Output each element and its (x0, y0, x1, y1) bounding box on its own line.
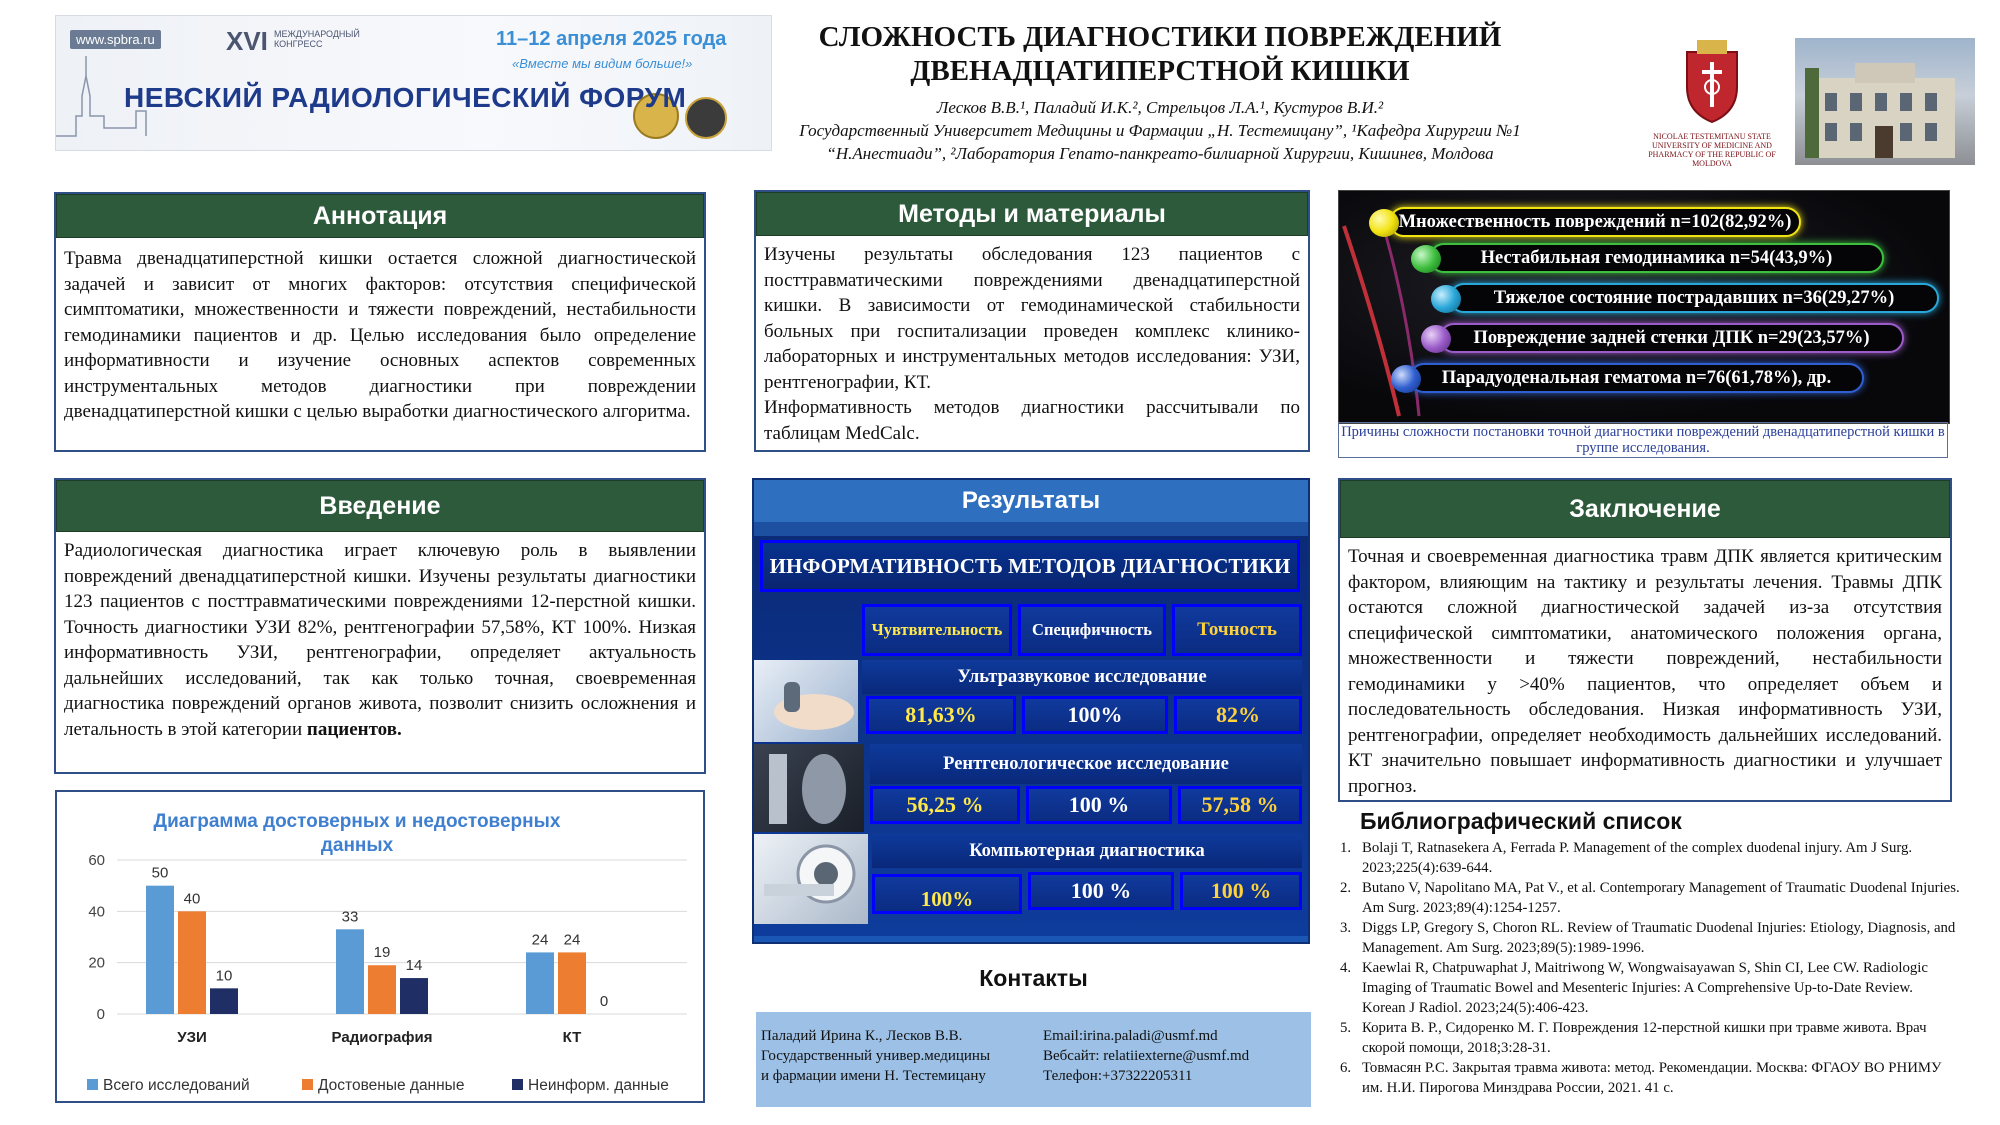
x-tick-label: УЗИ (177, 1029, 207, 1046)
legend-label: Всего исследований (103, 1077, 250, 1094)
legend-label: Неинформ. данные (528, 1077, 669, 1094)
chart-title: Диаграмма достоверных и недостоверных данных (153, 811, 561, 856)
bib-num: 1. (1340, 840, 1352, 856)
xray-photo (754, 744, 864, 832)
bib-text: Butano V, Napolitano MA, Pat V., et al. Contemporary Management of Traumatic Duodenal Injuries. Am Surg. 2023;89(4):1254-1257. (1362, 880, 1960, 916)
y-tick-label: 0 (96, 1006, 105, 1023)
bib-text: Товмасян Р.С. Закрытая травма живота: метод. Рекомендации. Москва: ФГАОУ ВО РНИМУ им. Н.И. Пирогова Минздрава России, 2021. 41 с. (1362, 1060, 1942, 1096)
intro-text: Радиологическая диагностика играет ключевую роль в выявлении повреждений двенадцатиперстной кишки. Изучены результаты диагностики 123 пациентов с посттравматическими повреждениями 12-перстной кишки. Точность диагностики УЗИ 82%, рентгенографии 57,58%, КТ 100%. Низкая информативность УЗИ, рентгенографии, определяет актуальность дальнейших исследований, так как только точная, своевременная диагностика повреждений органов живота, позволит снизить осложнения и летальность в этой категории (64, 540, 696, 740)
contact-email[interactable]: Email:irina.paladi@usmf.md (1043, 1028, 1218, 1044)
intro-heading: Введение (56, 480, 704, 532)
bullet-green-icon (1411, 245, 1441, 273)
poster-title-line2: ДВЕНАДЦАТИПЕРСТНОЙ КИШКИ (910, 55, 1410, 87)
xray-specificity: 100 % (1026, 786, 1172, 824)
banner-motto: «Вместе мы видим больше!» (512, 56, 693, 71)
data-label: 10 (215, 967, 233, 985)
legend-label: Достовеные данные (318, 1077, 465, 1094)
bib-text: Корита В. Р., Сидоренко М. Г. Повреждения 12-перстной кишки при травме живота. Врач скорой помощи, 2018;3:28-31. (1362, 1020, 1927, 1056)
annotation-panel (54, 192, 706, 452)
bar (400, 978, 428, 1014)
methods-heading: Методы и материалы (756, 192, 1308, 236)
intro-panel (54, 478, 706, 774)
bibliography-item (1340, 1018, 1960, 1058)
contact-names: Паладий Ирина К., Лесков В.В. (761, 1028, 963, 1044)
banner-congress: МЕЖДУНАРОДНЫЙ КОНГРЕСС (274, 29, 360, 49)
bar (178, 911, 206, 1014)
method-name-xray: Рентгенологическое исследование (870, 744, 1302, 784)
conclusion-panel (1338, 478, 1952, 802)
ultrasound-sensitivity: 81,63% (866, 696, 1016, 734)
banner-edition: XVI (226, 26, 268, 56)
data-label: 14 (405, 957, 423, 975)
col-header-accuracy: Точность (1172, 604, 1302, 656)
bullet-cyan-icon (1431, 285, 1461, 313)
poster-header (780, 20, 1540, 165)
bibliography-item (1340, 918, 1960, 958)
bullet-blue-icon (1391, 365, 1421, 393)
bar (210, 988, 238, 1014)
legend-swatch (87, 1079, 98, 1090)
ct-specificity: 100 % (1028, 872, 1174, 910)
contacts-heading: Контакты (979, 965, 1088, 991)
university-crest-icon (1642, 32, 1782, 127)
col-header-specificity: Специфичность (1018, 604, 1166, 656)
bib-num: 4. (1340, 960, 1352, 976)
causes-caption: Причины сложности постановки точной диагностики повреждений двенадцатиперстной кишки в группе исследования. (1338, 422, 1948, 458)
data-label: 24 (563, 931, 581, 949)
x-tick-label: Радиография (331, 1029, 433, 1046)
bar (526, 952, 554, 1014)
contact-phone[interactable]: Телефон:+37322205311 (1043, 1068, 1193, 1084)
cause-item-1: Множественность повреждений n=102(82,92%) (1389, 207, 1801, 237)
bar (336, 929, 364, 1014)
method-name-ct: Компьютерная диагностика (872, 834, 1302, 868)
data-label: 40 (183, 890, 201, 908)
x-tick-label: КТ (562, 1029, 582, 1046)
contact-org-line2: и фармации имени Н. Тестемицану (761, 1068, 986, 1084)
legend-swatch (512, 1079, 523, 1090)
annotation-heading: Аннотация (56, 194, 704, 238)
bar (368, 965, 396, 1014)
results-heading: Результаты (754, 480, 1308, 522)
cause-item-2: Нестабильная гемодинамика n=54(43,9%) (1429, 243, 1884, 273)
y-tick-label: 20 (88, 954, 105, 972)
bibliography-item (1340, 878, 1960, 918)
data-label: 19 (373, 944, 391, 962)
authors: Лесков В.В.¹, Паладий И.К.², Стрельцов Л.А.¹, Кустуров В.И.² (936, 98, 1384, 117)
data-label: 0 (599, 993, 609, 1010)
ct-accuracy: 100 % (1180, 872, 1302, 910)
ultrasound-specificity: 100% (1022, 696, 1168, 734)
bullet-yellow-icon (1369, 209, 1399, 237)
society-emblem (686, 98, 726, 138)
legend-swatch (302, 1079, 313, 1090)
university-logo (1642, 32, 1782, 167)
affiliation-line2: “Н.Анестиади”, ²Лаборатория Гепато-панкреато-билиарной Хирургии, Кишинев, Молдова (826, 144, 1494, 163)
banner-dates: 11–12 апреля 2025 года (496, 28, 727, 50)
bib-text: Kaewlai R, Chatpuwaphat J, Maitriwong W, Wongwaisayawan S, Shin CI, Lee CW. Radiologic Imaging of Traumatic Bowel and Mesenteric Injuries: A Comprehensive Up-to-Date Review. Korean J Radiol. 2023;24(5):406-423. (1362, 960, 1928, 1016)
results-panel (752, 478, 1310, 944)
university-building-photo (1795, 38, 1975, 165)
bibliography-list (1340, 838, 1960, 1098)
bibliography-heading: Библиографический список (1360, 808, 1682, 834)
ultrasound-accuracy: 82% (1174, 696, 1302, 734)
methods-panel (754, 190, 1310, 452)
chart-plot (57, 792, 703, 1101)
bar (146, 886, 174, 1014)
data-label: 50 (151, 864, 169, 882)
ct-scanner-image (754, 834, 868, 924)
university-caption: NICOLAE TESTEMITANU STATE UNIVERSITY OF MEDICINE AND PHARMACY OF THE REPUBLIC OF MOLDOVA (1648, 132, 1776, 168)
bib-text: Bolaji T, Ratnasekera A, Ferrada P. Management of the complex duodenal injury. Am J Surg. 2023;225(4):639-644. (1362, 840, 1913, 876)
affiliation-line1: Государственный Университет Медицины и Фармации „Н. Тестемицану”, ¹Кафедра Хирургии №1 (799, 121, 1521, 140)
cause-item-4: Повреждение задней стенки ДПК n=29(23,57%) (1439, 323, 1904, 353)
bar (558, 952, 586, 1014)
cause-item-5: Парадуоденальная гематома n=76(61,78%), др. (1409, 363, 1864, 393)
chart-panel (55, 790, 705, 1103)
bibliography-item (1340, 838, 1960, 878)
congress-banner (55, 15, 772, 151)
contact-website[interactable]: Вебсайт: relatiiexterne@usmf.md (1043, 1048, 1250, 1064)
annotation-text: Травма двенадцатиперстной кишки остается сложной диагностической задачей и зависит от многих факторов: отсутствия специфической симптоматики, множественности и тяжести повреждений, нестабильности гемодинамики пациентов и др. Целью исследования было определение информативности и изучение основных аспектов современных инструментальных методов диагностики при повреждении двенадцатиперстной кишки с целью выработки диагностического алгоритма. (64, 248, 696, 422)
method-name-ultrasound: Ультразвуковое исследование (862, 660, 1302, 694)
difficulty-causes-graphic (1338, 190, 1950, 424)
conclusion-heading: Заключение (1340, 480, 1950, 538)
bibliography-item (1340, 958, 1960, 1018)
bib-num: 6. (1340, 1060, 1352, 1076)
ct-sensitivity: 100% (872, 874, 1022, 914)
methods-text-medcalc: Информативность методов диагностики рассчитывали по таблицам MedCalc. (764, 397, 1300, 444)
results-table (754, 536, 1308, 936)
bib-num: 5. (1340, 1020, 1352, 1036)
bullet-purple-icon (1421, 325, 1451, 353)
cause-item-3: Тяжелое состояние пострадавших n=36(29,27%) (1449, 283, 1939, 313)
bib-num: 2. (1340, 880, 1352, 896)
bib-num: 3. (1340, 920, 1352, 936)
poster-title-line1: СЛОЖНОСТЬ ДИАГНОСТИКИ ПОВРЕЖДЕНИЙ (818, 21, 1502, 53)
banner-url: www.spbra.ru (70, 30, 161, 49)
y-tick-label: 60 (88, 852, 105, 869)
ct-photo (754, 834, 868, 924)
col-header-sensitivity: Чувтвительность (862, 604, 1012, 656)
methods-text: Изучены результаты обследования 123 пациентов с посттравматическими повреждениями двенадцатиперстной кишки. В зависимости от гемодинамической стабильности больных при госпитализации проведен комплекс клинико-лабораторных и инструментальных методов исследования: УЗИ, рентгенографии, КТ. (764, 244, 1300, 393)
results-table-title: ИНФОРМАТИВНОСТЬ МЕТОДОВ ДИАГНОСТИКИ (760, 540, 1300, 592)
building-image (1795, 38, 1975, 165)
banner-forum-name: НЕВСКИЙ РАДИОЛОГИЧЕСКИЙ ФОРУМ (124, 82, 687, 113)
bib-text: Diggs LP, Gregory S, Choron RL. Review of Traumatic Duodenal Injuries: Etiology, Diagnosis, and Management. Am Surg. 2023;89(5):1989-1996. (1362, 920, 1956, 956)
xray-accuracy: 57,58 % (1178, 786, 1302, 824)
contacts-box (756, 1012, 1311, 1107)
data-label: 24 (531, 931, 549, 949)
conclusion-text: Точная и своевременная диагностика травм ДПК является критическим фактором, влияющим на тактику и результаты лечения. Травмы ДПК остаются сложной диагностической задачей из-за отсутствия специфической симптоматики, анатомического положения органа, множественности и тяжести повреждений, нестабильности гемодинамики у >40% пациентов, что определяет объем и последовательность обследования. Низкая информативность УЗИ, рентгенографии, определяет необходимость дальнейших исследований. КТ значительно повышает информативность диагностики и улучшает прогноз. (1348, 546, 1942, 797)
xray-sensitivity: 56,25 % (870, 786, 1020, 824)
contact-org-line1: Государственный универ.медицины (761, 1048, 991, 1064)
data-label: 33 (341, 908, 359, 926)
bibliography-item (1340, 1058, 1960, 1098)
xray-image (754, 744, 864, 832)
intro-text-end: пациентов. (306, 718, 402, 740)
ultrasound-image (754, 660, 858, 742)
y-tick-label: 40 (88, 903, 105, 921)
ultrasound-photo (754, 660, 858, 742)
